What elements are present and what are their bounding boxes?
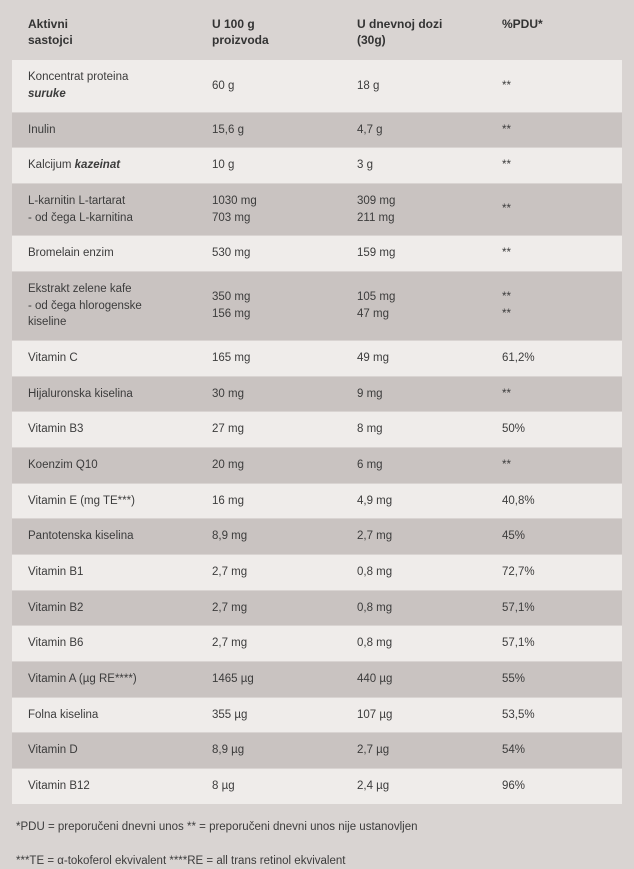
cell-ingredient-name	[12, 769, 204, 805]
cell-per-dose	[349, 341, 494, 377]
cell-pdu	[494, 60, 622, 112]
ingredient-name-line: kiseline	[28, 316, 67, 329]
ingredient-name-line: Vitamin B2	[28, 601, 84, 614]
ingredient-name-line: Vitamin C	[28, 352, 78, 365]
cell-pdu-line: **	[502, 459, 511, 472]
column-header-ingredients	[12, 6, 204, 60]
cell-per-100g	[204, 483, 349, 519]
cell-per-100g	[204, 697, 349, 733]
cell-pdu	[494, 236, 622, 272]
cell-pdu	[494, 341, 622, 377]
cell-ingredient-name	[12, 112, 204, 148]
cell-per-dose	[349, 733, 494, 769]
ingredient-name-line: Bromelain enzim	[28, 247, 114, 260]
ingredient-name-line: Kalcijum kazeinat	[28, 159, 121, 172]
cell-pdu	[494, 112, 622, 148]
cell-per-100g	[204, 590, 349, 626]
cell-pdu-line: 61,2%	[502, 352, 535, 365]
cell-pdu	[494, 184, 622, 236]
cell-per-100g-line: 350 mg	[212, 291, 251, 304]
cell-pdu-line: 96%	[502, 780, 526, 793]
cell-per-100g	[204, 769, 349, 805]
cell-per-100g-line: 16 mg	[212, 494, 244, 507]
cell-pdu	[494, 148, 622, 184]
table-row	[12, 184, 622, 236]
cell-pdu	[494, 555, 622, 591]
header-row	[12, 6, 622, 60]
cell-per-100g	[204, 148, 349, 184]
cell-ingredient-name	[12, 733, 204, 769]
cell-per-dose-line: 211 mg	[357, 211, 395, 224]
column-header-per-100g-line1: U 100 g	[212, 17, 255, 31]
cell-per-dose-line: 0,8 mg	[357, 601, 393, 614]
cell-per-dose	[349, 236, 494, 272]
cell-pdu-line: 45%	[502, 530, 526, 543]
cell-pdu	[494, 272, 622, 341]
cell-per-100g-line: 60 g	[212, 79, 235, 92]
cell-per-dose-line: 0,8 mg	[357, 637, 393, 650]
cell-per-100g-line: 355 µg	[212, 708, 248, 721]
footnote-te-re: ***TE = α-tokoferol ekvivalent ****RE = all trans retinol ekvivalent	[16, 854, 346, 867]
cell-pdu	[494, 448, 622, 484]
column-header-ingredients-line1: Aktivni	[28, 17, 69, 31]
cell-pdu-line: **	[502, 123, 511, 136]
column-header-per-100g-line2: proizvoda	[212, 33, 269, 48]
table-row	[12, 236, 622, 272]
cell-pdu-line: 57,1%	[502, 601, 535, 614]
cell-ingredient-name	[12, 626, 204, 662]
cell-per-dose	[349, 769, 494, 805]
ingredient-name-line	[28, 86, 196, 103]
cell-per-100g-line: 156 mg	[212, 308, 251, 321]
cell-per-dose	[349, 272, 494, 341]
cell-pdu	[494, 662, 622, 698]
cell-per-100g-line: 8 µg	[212, 780, 235, 793]
cell-pdu	[494, 626, 622, 662]
cell-per-100g-line: 2,7 mg	[212, 566, 248, 579]
cell-pdu	[494, 412, 622, 448]
column-header-per-dose-line1: U dnevnoj dozi	[357, 17, 443, 31]
table-row	[12, 662, 622, 698]
cell-per-dose-line: 4,7 g	[357, 123, 383, 136]
cell-per-100g	[204, 733, 349, 769]
table-row	[12, 148, 622, 184]
cell-per-100g	[204, 448, 349, 484]
ingredient-name-line: Vitamin B1	[28, 566, 84, 579]
cell-per-dose	[349, 697, 494, 733]
cell-per-dose-line: 3 g	[357, 159, 373, 172]
cell-pdu	[494, 590, 622, 626]
cell-per-100g-line: 8,9 µg	[212, 744, 245, 757]
cell-ingredient-name	[12, 483, 204, 519]
cell-pdu-line: **	[502, 159, 511, 172]
cell-per-dose-line: 47 mg	[357, 308, 389, 321]
cell-per-100g-line: 1465 µg	[212, 673, 254, 686]
ingredient-name-line: Vitamin A (µg RE****)	[28, 673, 137, 686]
ingredient-name-line: Ekstrakt zelene kafe	[28, 283, 132, 296]
cell-ingredient-name	[12, 555, 204, 591]
table-row	[12, 697, 622, 733]
cell-per-100g-line: 10 g	[212, 159, 235, 172]
cell-per-dose-line: 309 mg	[357, 195, 396, 208]
cell-per-100g	[204, 184, 349, 236]
table-row	[12, 483, 622, 519]
table-row	[12, 590, 622, 626]
cell-pdu-line: **	[502, 203, 511, 216]
cell-pdu	[494, 519, 622, 555]
cell-ingredient-name	[12, 272, 204, 341]
cell-per-100g-line: 2,7 mg	[212, 637, 248, 650]
footnotes	[12, 805, 622, 869]
cell-pdu-line: 54%	[502, 744, 526, 757]
column-header-pdu	[494, 6, 622, 60]
ingredient-name-line: Pantotenska kiselina	[28, 530, 134, 543]
column-header-per-dose-line2: (30g)	[357, 33, 386, 48]
column-header-per-100g	[204, 6, 349, 60]
column-header-pdu-line1: %PDU*	[502, 17, 543, 31]
cell-per-dose	[349, 448, 494, 484]
cell-per-dose	[349, 412, 494, 448]
ingredient-name-line: Vitamin B6	[28, 637, 84, 650]
cell-per-100g-line: 2,7 mg	[212, 601, 248, 614]
ingredient-name-line: Vitamin B12	[28, 780, 90, 793]
cell-ingredient-name	[12, 590, 204, 626]
ingredient-name-line: Koenzim Q10	[28, 459, 98, 472]
table-row	[12, 60, 622, 112]
table-row	[12, 769, 622, 805]
cell-per-100g	[204, 341, 349, 377]
cell-pdu	[494, 769, 622, 805]
cell-per-100g	[204, 412, 349, 448]
cell-per-100g-line: 20 mg	[212, 459, 244, 472]
table-body	[12, 60, 622, 804]
cell-pdu	[494, 733, 622, 769]
cell-per-dose	[349, 148, 494, 184]
ingredient-name-line: L-karnitin L-tartarat	[28, 195, 126, 208]
ingredient-name-line: Koncentrat proteina	[28, 71, 129, 84]
ingredient-name-line: - od čega hlorogenske	[28, 299, 142, 312]
cell-pdu-line: 55%	[502, 673, 526, 686]
cell-pdu-line: 72,7%	[502, 566, 535, 579]
cell-ingredient-name	[12, 448, 204, 484]
ingredient-name-line: - od čega L-karnitina	[28, 211, 133, 224]
cell-per-dose-line: 2,7 mg	[357, 530, 393, 543]
cell-pdu-line: **	[502, 387, 511, 400]
cell-per-dose	[349, 376, 494, 412]
cell-per-dose-line: 107 µg	[357, 708, 393, 721]
cell-ingredient-name	[12, 341, 204, 377]
cell-per-100g	[204, 555, 349, 591]
cell-per-100g	[204, 236, 349, 272]
table-row	[12, 376, 622, 412]
cell-ingredient-name	[12, 236, 204, 272]
cell-per-100g	[204, 60, 349, 112]
cell-ingredient-name	[12, 148, 204, 184]
cell-per-100g-line: 30 mg	[212, 387, 244, 400]
ingredient-name-line: Vitamin B3	[28, 423, 84, 436]
cell-per-100g-line: 1030 mg	[212, 195, 257, 208]
table-row	[12, 341, 622, 377]
cell-per-dose	[349, 590, 494, 626]
cell-per-dose-line: 2,7 µg	[357, 744, 390, 757]
cell-per-dose	[349, 184, 494, 236]
cell-per-100g	[204, 272, 349, 341]
table-header	[12, 6, 622, 60]
table-row	[12, 733, 622, 769]
cell-pdu-line: 53,5%	[502, 708, 535, 721]
ingredient-name-line: Folna kiselina	[28, 708, 99, 721]
cell-per-dose	[349, 662, 494, 698]
cell-ingredient-name	[12, 697, 204, 733]
cell-per-100g-line: 8,9 mg	[212, 530, 248, 543]
cell-per-100g-line: 165 mg	[212, 352, 251, 365]
cell-per-dose	[349, 483, 494, 519]
cell-per-100g	[204, 662, 349, 698]
table-row	[12, 112, 622, 148]
cell-ingredient-name	[12, 60, 204, 112]
cell-per-dose-line: 6 mg	[357, 459, 383, 472]
ingredient-name-line: Inulin	[28, 123, 56, 136]
cell-pdu-line: **	[502, 291, 511, 304]
cell-per-100g-line: 27 mg	[212, 423, 244, 436]
cell-per-100g-line: 530 mg	[212, 247, 251, 260]
cell-ingredient-name	[12, 184, 204, 236]
cell-per-100g	[204, 519, 349, 555]
cell-ingredient-name	[12, 662, 204, 698]
cell-per-dose-line: 49 mg	[357, 352, 389, 365]
cell-per-dose	[349, 112, 494, 148]
cell-pdu	[494, 376, 622, 412]
cell-per-100g	[204, 626, 349, 662]
cell-per-dose	[349, 626, 494, 662]
cell-per-100g	[204, 376, 349, 412]
cell-pdu	[494, 483, 622, 519]
cell-per-dose	[349, 60, 494, 112]
nutrition-table	[12, 6, 622, 805]
ingredient-name-emphasis: kazeinat	[74, 159, 121, 172]
cell-ingredient-name	[12, 376, 204, 412]
cell-ingredient-name	[12, 412, 204, 448]
cell-per-100g-line: 15,6 g	[212, 123, 244, 136]
cell-pdu	[494, 697, 622, 733]
ingredient-name-emphasis: suruke	[28, 88, 66, 101]
ingredient-name-line: Hijaluronska kiselina	[28, 387, 133, 400]
cell-per-dose-line: 440 µg	[357, 673, 393, 686]
cell-per-dose-line: 18 g	[357, 79, 380, 92]
cell-per-dose-line: 0,8 mg	[357, 566, 393, 579]
table-row	[12, 412, 622, 448]
cell-per-dose-line: 105 mg	[357, 291, 396, 304]
cell-per-dose	[349, 519, 494, 555]
column-header-ingredients-line2: sastojci	[28, 33, 73, 48]
cell-pdu-line: 57,1%	[502, 637, 535, 650]
cell-pdu-line: 40,8%	[502, 494, 535, 507]
cell-pdu-line: **	[502, 308, 511, 321]
table-row	[12, 555, 622, 591]
table-row	[12, 272, 622, 341]
cell-per-100g-line: 703 mg	[212, 211, 251, 224]
column-header-per-dose	[349, 6, 494, 60]
cell-per-dose	[349, 555, 494, 591]
cell-per-dose-line: 9 mg	[357, 387, 383, 400]
cell-pdu-line: 50%	[502, 423, 526, 436]
cell-per-dose-line: 2,4 µg	[357, 780, 390, 793]
table-row	[12, 519, 622, 555]
ingredient-name-line: Vitamin E (mg TE***)	[28, 494, 135, 507]
cell-per-dose-line: 4,9 mg	[357, 494, 393, 507]
ingredient-name-line: Vitamin D	[28, 744, 78, 757]
cell-per-dose-line: 159 mg	[357, 247, 396, 260]
cell-per-dose-line: 8 mg	[357, 423, 383, 436]
table-row	[12, 626, 622, 662]
cell-per-100g	[204, 112, 349, 148]
footnote-pdu: *PDU = preporučeni dnevni unos ** = preporučeni dnevni unos nije ustanovljen	[16, 820, 418, 833]
cell-pdu-line: **	[502, 79, 511, 92]
table-row	[12, 448, 622, 484]
cell-ingredient-name	[12, 519, 204, 555]
cell-pdu-line: **	[502, 247, 511, 260]
